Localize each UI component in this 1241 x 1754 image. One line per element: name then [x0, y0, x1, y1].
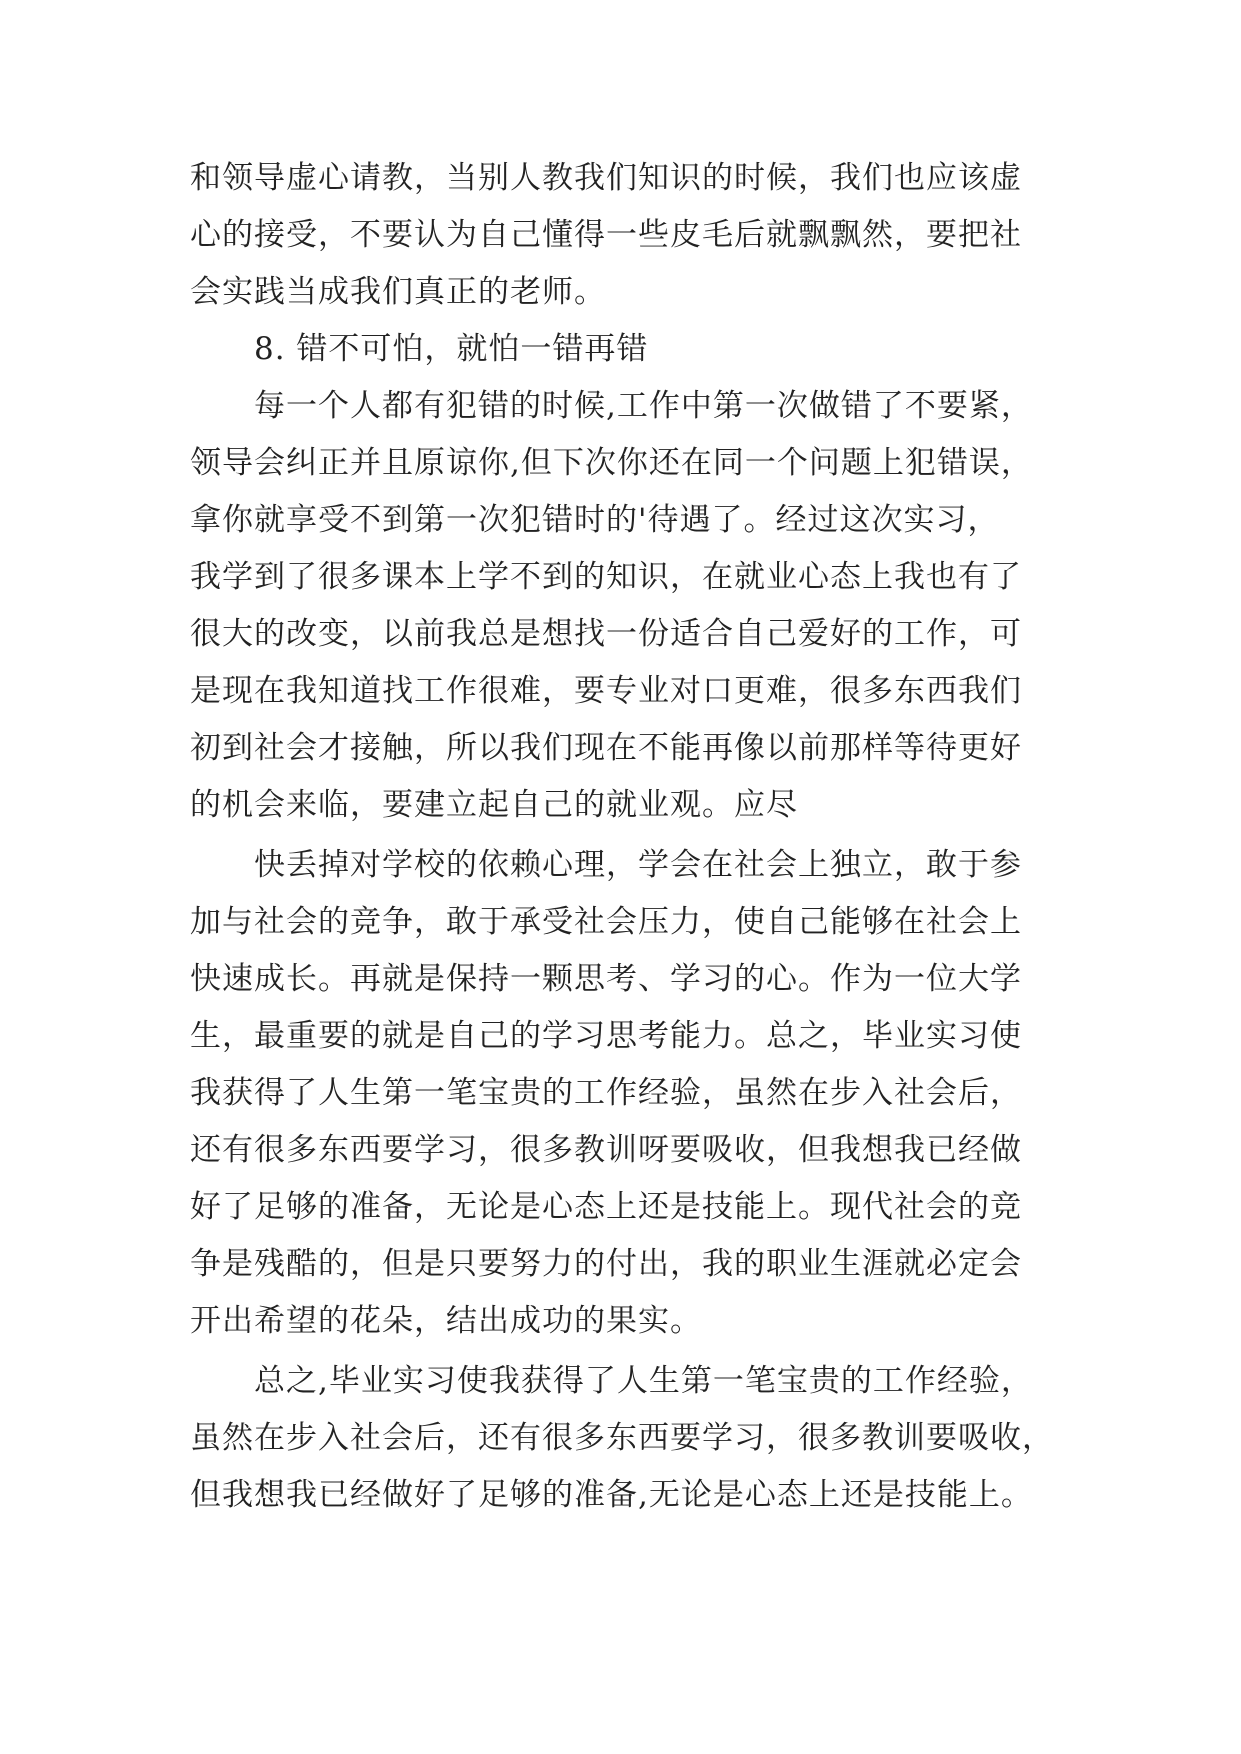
body-line: 是现在我知道找工作很难，要专业对口更难，很多东西我们 [190, 673, 1022, 709]
document-body [190, 150, 1070, 1524]
body-line: 很大的改变，以前我总是想找一份适合自己爱好的工作，可 [190, 616, 1022, 652]
body-line: 还有很多东西要学习，很多教训呀要吸收，但我想我已经做 [190, 1132, 1022, 1168]
body-line: 和领导虚心请教，当别人教我们知识的时候，我们也应该虚 [190, 160, 1022, 196]
body-line: 我获得了人生第一笔宝贵的工作经验，虽然在步入社会后， [190, 1075, 1022, 1111]
body-line: 总之,毕业实习使我获得了人生第一笔宝贵的工作经验， [254, 1363, 1033, 1399]
body-line: 但我想我已经做好了足够的准备,无论是心态上还是技能上。 [190, 1477, 1033, 1513]
body-line: 的机会来临，要建立起自己的就业观。应尽 [190, 787, 798, 823]
body-line: 我学到了很多课本上学不到的知识，在就业心态上我也有了 [190, 559, 1022, 595]
body-line: 心的接受，不要认为自己懂得一些皮毛后就飘飘然，要把社 [190, 217, 1022, 253]
body-line: 生，最重要的就是自己的学习思考能力。总之，毕业实习使 [190, 1018, 1022, 1054]
body-line: 快丢掉对学校的依赖心理，学会在社会上独立，敢于参 [254, 847, 1022, 883]
body-line: 加与社会的竞争，敢于承受社会压力，使自己能够在社会上 [190, 904, 1022, 940]
body-line: 初到社会才接触，所以我们现在不能再像以前那样等待更好 [190, 730, 1022, 766]
body-line: 每一个人都有犯错的时候,工作中第一次做错了不要紧， [254, 388, 1033, 424]
body-line: 争是残酷的，但是只要努力的付出，我的职业生涯就必定会 [190, 1246, 1022, 1282]
body-line: 虽然在步入社会后，还有很多东西要学习，很多教训要吸收， [190, 1420, 1054, 1456]
section-heading: 8. 错不可怕，就怕一错再错 [254, 331, 649, 367]
body-line: 会实践当成我们真正的老师。 [190, 274, 606, 310]
body-line: 开出希望的花朵，结出成功的果实。 [190, 1303, 702, 1339]
body-line: 拿你就享受不到第一次犯错时的'待遇了。经过这次实习， [190, 502, 1000, 538]
body-line: 快速成长。再就是保持一颗思考、学习的心。作为一位大学 [190, 961, 1022, 997]
body-line: 领导会纠正并且原谅你,但下次你还在同一个问题上犯错误， [190, 445, 1033, 481]
body-line: 好了足够的准备，无论是心态上还是技能上。现代社会的竞 [190, 1189, 1022, 1225]
